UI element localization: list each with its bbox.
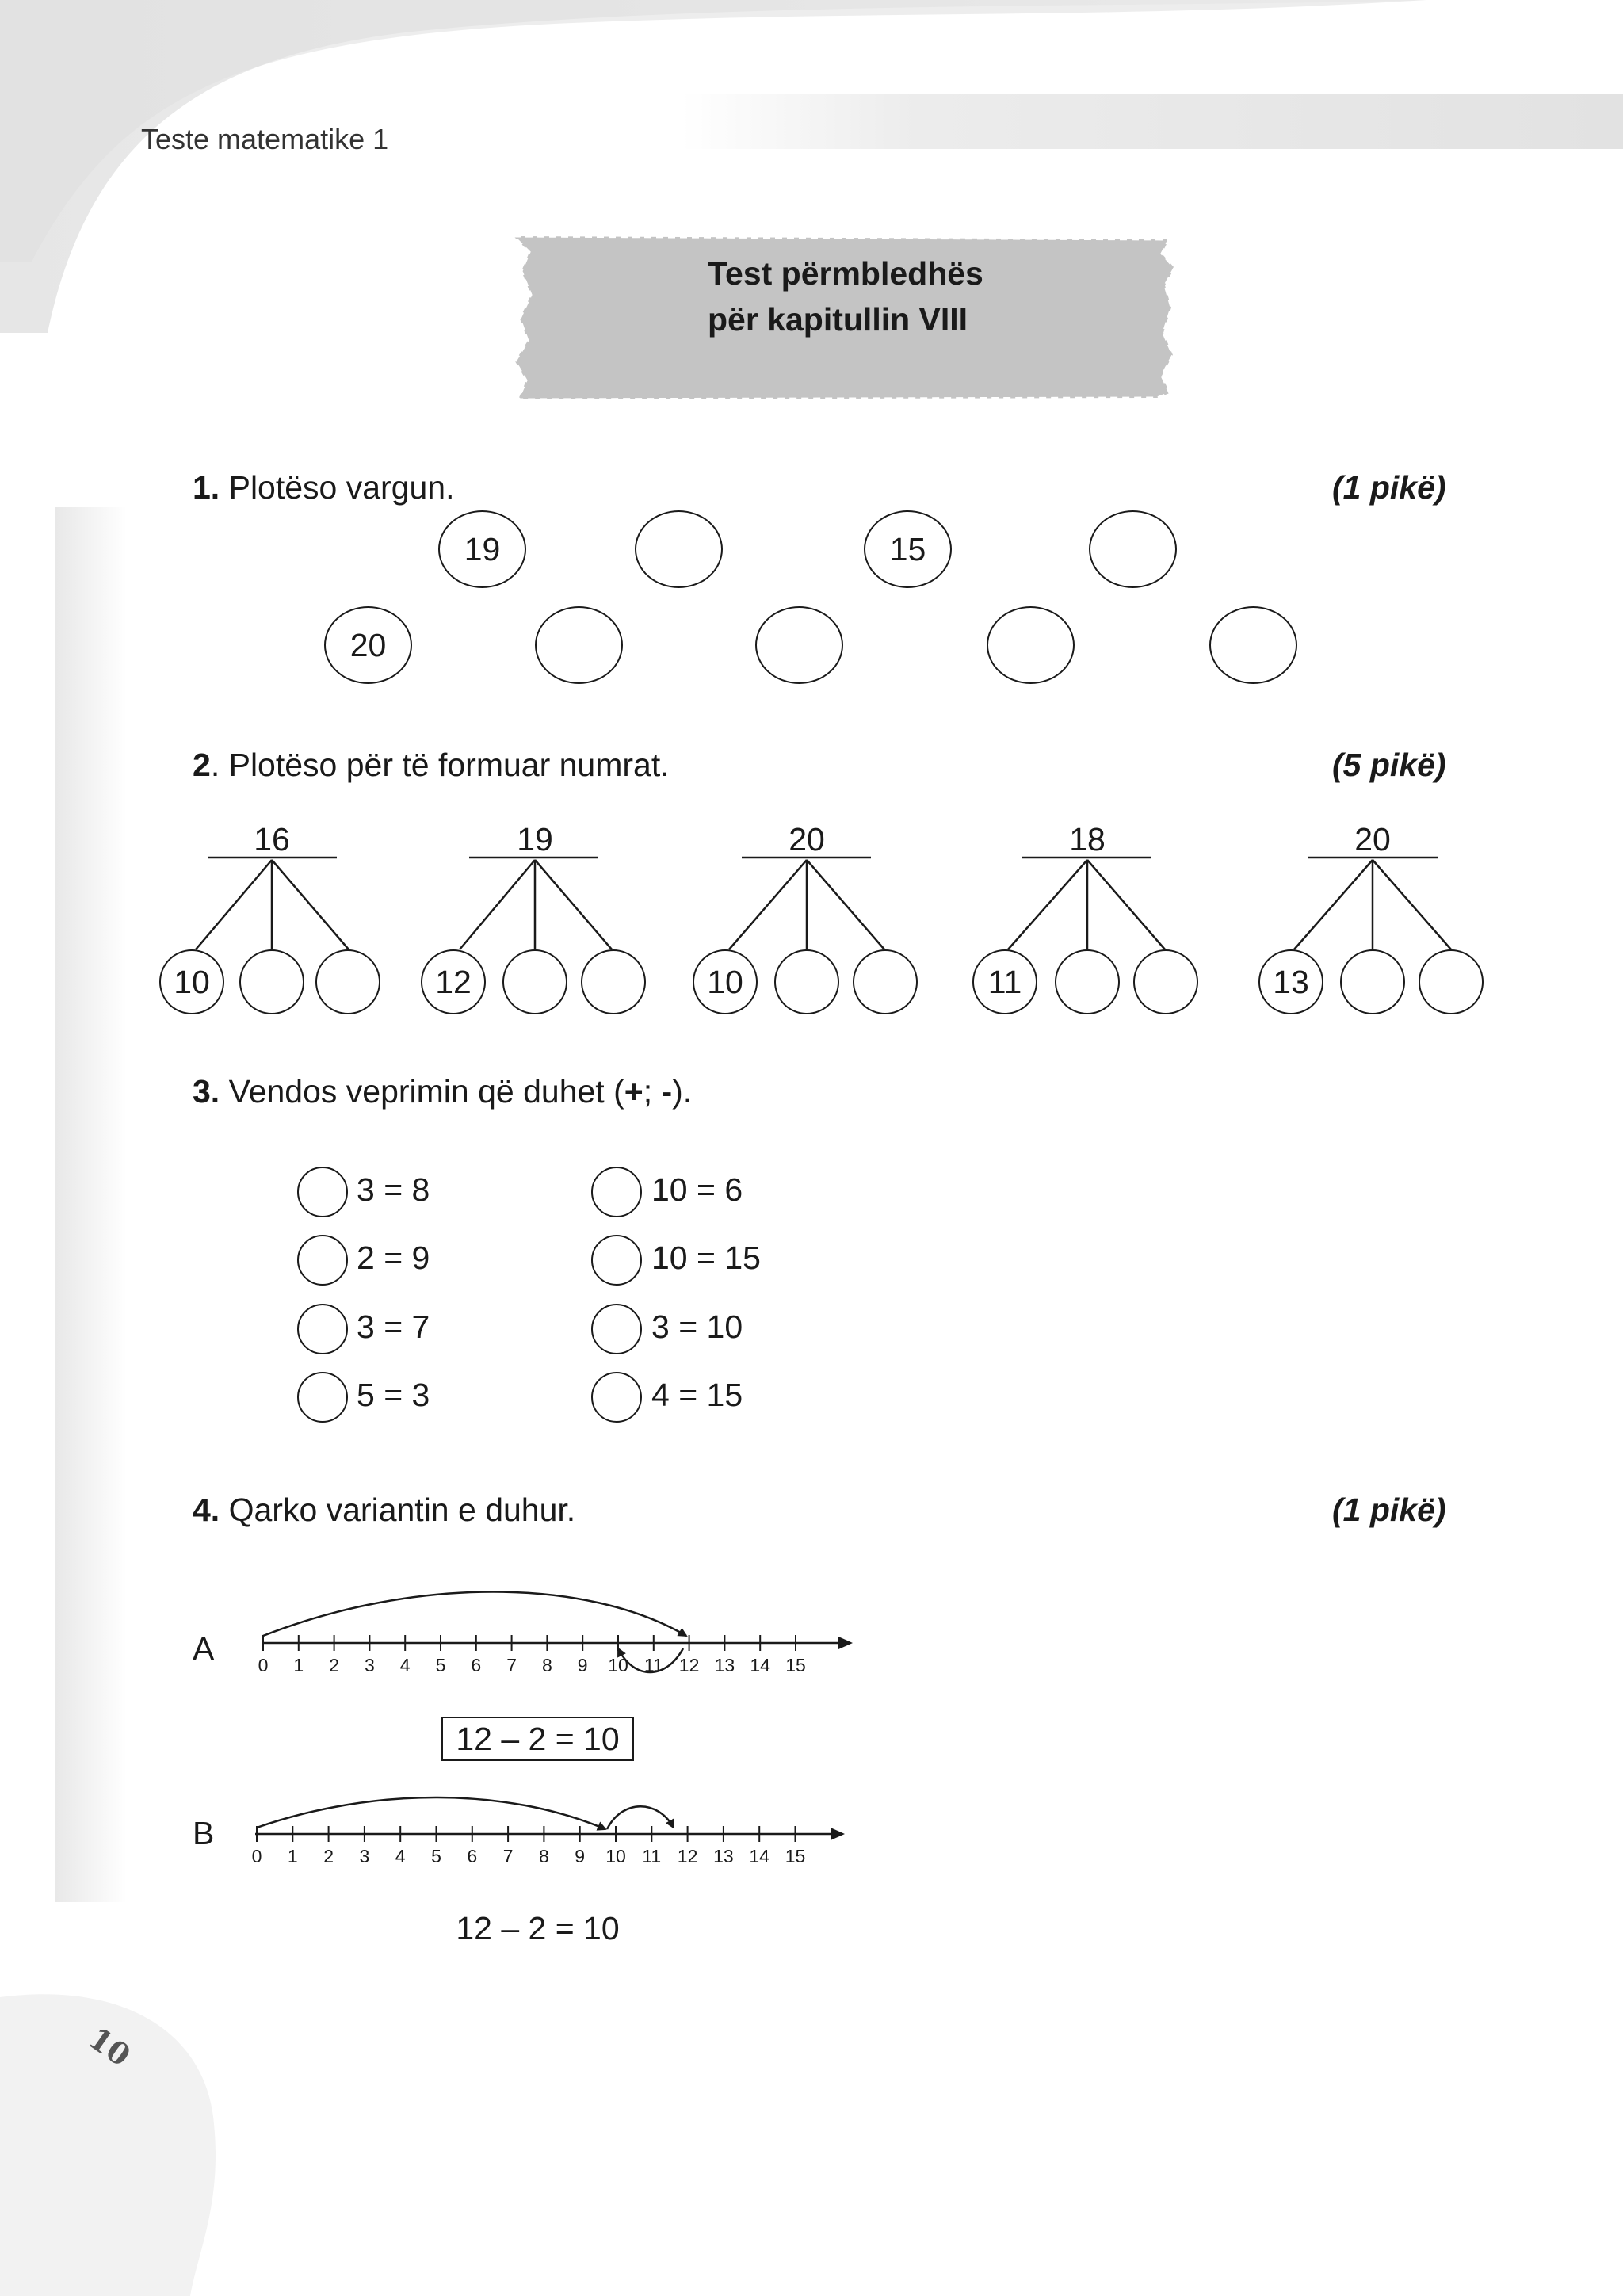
- tick-label: 7: [502, 1846, 514, 1866]
- tick-label: 3: [365, 1655, 375, 1675]
- equation-rest: 2 = 9: [357, 1240, 430, 1276]
- banner-line-2: për kapitullin VIII: [708, 301, 968, 338]
- bond-total: 18: [1069, 821, 1106, 858]
- sequence-circle: 20: [324, 606, 412, 684]
- tick-label: 10: [605, 1846, 626, 1866]
- option-b-label[interactable]: B: [193, 1815, 215, 1851]
- tick-label: 15: [785, 1846, 806, 1866]
- bond-total: 20: [789, 821, 825, 858]
- tick-label: 14: [750, 1655, 770, 1675]
- tick-label: 5: [431, 1846, 441, 1866]
- equation-rest: 3 = 7: [357, 1308, 430, 1345]
- bond-part-circle: 13: [1258, 949, 1323, 1014]
- tick-label: 5: [435, 1655, 446, 1675]
- tick-label: 4: [395, 1846, 406, 1866]
- tick-label: 13: [713, 1846, 734, 1866]
- tick-label: 12: [677, 1846, 698, 1866]
- question-number: 3.: [193, 1073, 220, 1110]
- bond-part-circle: 10: [693, 949, 758, 1014]
- tick-label: 1: [287, 1846, 298, 1866]
- tick-label: 2: [323, 1846, 334, 1866]
- tick-label: 13: [714, 1655, 735, 1675]
- running-title: Teste matematike 1: [141, 123, 389, 155]
- tick-label: 8: [542, 1655, 552, 1675]
- equation-rest: 3 = 8: [357, 1171, 430, 1208]
- equation-rest: 3 = 10: [651, 1308, 743, 1345]
- question-4-points: (1 pikë): [1332, 1492, 1446, 1528]
- banner-line-1: Test përmbledhës: [708, 255, 983, 292]
- number-line-ticks: [252, 1826, 806, 1866]
- tick-label: 14: [749, 1846, 769, 1866]
- tick-label: 8: [539, 1846, 549, 1866]
- tick-label: 10: [608, 1655, 628, 1675]
- question-1-points: (1 pikë): [1332, 469, 1446, 506]
- tick-label: 11: [642, 1846, 662, 1866]
- option-b-equation[interactable]: 12 – 2 = 10: [456, 1909, 620, 1946]
- tick-label: 9: [575, 1846, 586, 1866]
- tick-label: 7: [506, 1655, 517, 1675]
- page-number: 10: [82, 2019, 138, 2074]
- equation-rest: 4 = 15: [651, 1377, 743, 1413]
- tick-label: 9: [577, 1655, 588, 1675]
- bond-part-circle: 12: [421, 949, 486, 1014]
- option-a-equation-box[interactable]: 12 – 2 = 10: [441, 1717, 634, 1761]
- question-number: 2: [193, 747, 211, 783]
- minus-sign: -: [661, 1073, 673, 1110]
- sequence-circle: 19: [438, 510, 526, 588]
- equation-rest: 5 = 3: [357, 1377, 430, 1413]
- tick-label: 6: [471, 1655, 482, 1675]
- separator: ;: [643, 1073, 662, 1110]
- question-number: 1.: [193, 469, 220, 506]
- tick-label: 15: [785, 1655, 806, 1675]
- sequence-circle: 15: [864, 510, 952, 588]
- bond-part-circle: 10: [159, 949, 224, 1014]
- bond-total: 19: [517, 821, 553, 858]
- tick-label: 2: [329, 1655, 339, 1675]
- plus-sign: +: [624, 1073, 643, 1110]
- question-text: Qarko variantin e duhur.: [220, 1492, 576, 1528]
- equation-rest: 10 = 6: [651, 1171, 743, 1208]
- question-text: . Plotëso për të formuar numrat.: [210, 747, 670, 783]
- bond-total: 20: [1354, 821, 1391, 858]
- question-text: Plotëso vargun.: [220, 469, 455, 506]
- tick-label: 6: [467, 1846, 478, 1866]
- question-text-end: ).: [672, 1073, 693, 1110]
- question-number: 4.: [193, 1492, 220, 1528]
- question-2-points: (5 pikë): [1332, 747, 1446, 783]
- tick-label: 1: [293, 1655, 304, 1675]
- bond-total: 16: [254, 821, 290, 858]
- tick-label: 0: [251, 1846, 262, 1866]
- option-a-label[interactable]: A: [193, 1630, 215, 1667]
- tick-label: 11: [643, 1655, 663, 1675]
- tick-label: 3: [359, 1846, 370, 1866]
- bond-part-circle: 11: [972, 949, 1037, 1014]
- tick-label: 12: [678, 1655, 700, 1675]
- equation-rest: 10 = 15: [651, 1240, 761, 1276]
- tick-label: 4: [399, 1655, 411, 1675]
- question-text: Vendos veprimin që duhet (: [220, 1073, 624, 1110]
- tick-label: 0: [258, 1655, 269, 1675]
